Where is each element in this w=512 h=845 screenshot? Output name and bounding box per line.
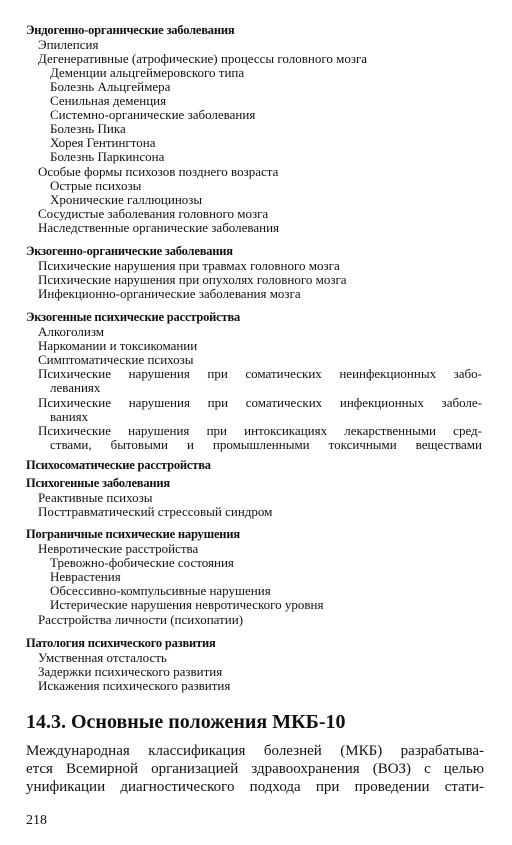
list-item: Дегенеративные (атрофические) процессы головного мозга [38, 51, 368, 66]
paragraph-line: Международная классификация болезней (МКБ) разрабатыва- [26, 743, 484, 759]
list-item: Эпилепсия [38, 37, 99, 52]
list-item: Посттравматический стрессовый синдром [38, 504, 273, 519]
section-heading: Экзогенные психические расстройства [26, 310, 241, 324]
list-item-continuation: ствами, бытовыми и промышленными токсичными веществами [50, 437, 482, 452]
list-item: Алкоголизм [38, 324, 104, 339]
list-item: Инфекционно-органические заболевания мозга [38, 286, 301, 301]
list-item: Расстройства личности (психопатии) [38, 612, 244, 627]
list-item: Деменции альцгеймеровского типа [50, 65, 245, 80]
list-item: Системно-органические заболевания [50, 107, 256, 122]
section-heading: Пограничные психические нарушения [26, 527, 240, 541]
list-item: Обсессивно-компульсивные нарушения [50, 583, 271, 598]
section-heading: Психогенные заболевания [26, 476, 170, 490]
list-item: Психические нарушения при соматических инфекционных заболе- [38, 395, 482, 410]
section-heading: Экзогенно-органические заболевания [26, 244, 233, 258]
section-heading: Эндогенно-органические заболевания [26, 23, 235, 37]
list-item: Сенильная деменция [50, 93, 167, 108]
list-item: Психические нарушения при интоксикациях лекарственными сред- [38, 423, 482, 438]
list-item: Сосудистые заболевания головного мозга [38, 206, 269, 221]
list-item: Задержки психического развития [38, 664, 223, 679]
list-item: Симптоматические психозы [38, 352, 194, 367]
list-item: Психические нарушения при травмах головного мозга [38, 258, 340, 273]
list-item: Психические нарушения при опухолях головного мозга [38, 272, 347, 287]
list-item: Болезнь Паркинсона [50, 149, 165, 164]
page-number: 218 [26, 813, 47, 828]
paragraph-line: унификации диагностического подхода при проведении стати- [26, 779, 484, 795]
list-item: Хорея Гентингтона [50, 135, 156, 150]
list-item-continuation: ваниях [50, 409, 89, 424]
section-title: 14.3. Основные положения МКБ-10 [26, 711, 346, 733]
list-item: Особые формы психозов позднего возраста [38, 164, 279, 179]
list-item: Истерические нарушения невротического уровня [50, 597, 324, 612]
list-item: Тревожно-фобические состояния [50, 555, 234, 570]
list-item: Хронические галлюцинозы [50, 192, 203, 207]
list-item: Психические нарушения при соматических неинфекционных забо- [38, 366, 482, 381]
list-item: Неврастения [50, 569, 121, 584]
list-item: Реактивные психозы [38, 490, 153, 505]
paragraph-line: ется Всемирной организацией здравоохранения (ВОЗ) с целью [26, 761, 484, 777]
list-item-continuation: леваниях [50, 380, 101, 395]
list-item: Наследственные органические заболевания [38, 220, 280, 235]
list-item: Искажения психического развития [38, 678, 231, 693]
list-item: Невротические расстройства [38, 541, 199, 556]
list-item: Острые психозы [50, 178, 142, 193]
list-item: Умственная отсталость [38, 650, 167, 665]
list-item: Болезнь Альцгеймера [50, 79, 171, 94]
section-heading: Психосоматические расстройства [26, 458, 211, 472]
list-item: Болезнь Пика [50, 121, 126, 136]
section-heading: Патология психического развития [26, 636, 216, 650]
list-item: Наркомании и токсикомании [38, 338, 198, 353]
